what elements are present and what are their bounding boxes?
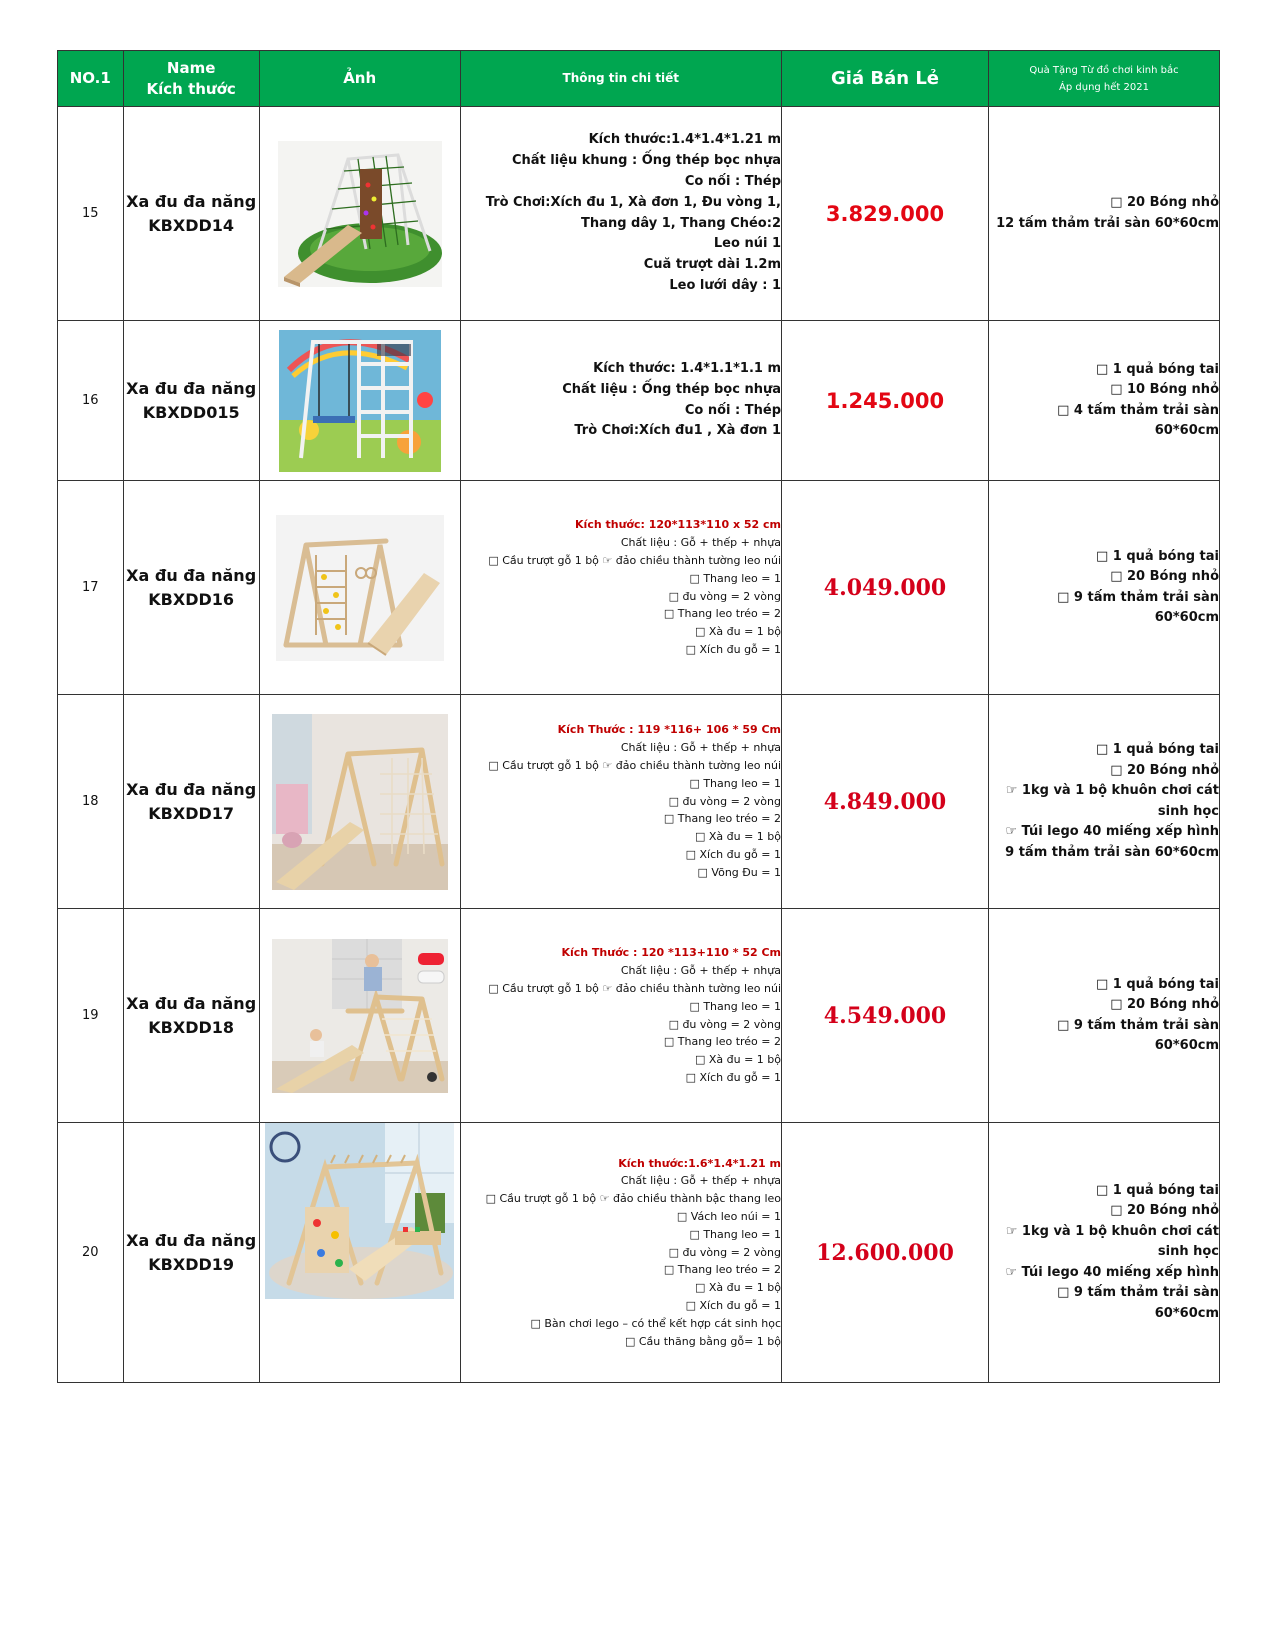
- product-code: KBXDD18: [148, 1017, 235, 1037]
- info-line: Co nối : Thép: [684, 402, 781, 418]
- info-line: Kích thước:1.4*1.4*1.21 m: [588, 132, 781, 148]
- product-name-cell: [123, 695, 259, 909]
- header-price: Giá Bán Lẻ: [782, 51, 989, 107]
- product-name-cell: [123, 909, 259, 1123]
- product-photo: [265, 1123, 454, 1299]
- product-gifts: [989, 909, 1220, 1123]
- info-line: □ Thang leo = 1: [689, 999, 781, 1013]
- product-name-cell: [123, 107, 259, 321]
- info-line: Chất liệu khung : Ống thép bọc nhựa: [511, 153, 781, 169]
- info-line: Thang dây 1, Thang Chéo:2: [581, 215, 781, 231]
- product-photo-cell: [259, 481, 460, 695]
- info-line: □ Xích đu gỗ = 1: [685, 642, 781, 656]
- gift-line: □ 9 tấm thảm trải sàn 60*60cm: [1057, 1017, 1219, 1053]
- product-photo-cell: [259, 695, 460, 909]
- product-gifts: [989, 481, 1220, 695]
- table-row: [58, 1123, 1220, 1383]
- product-code: KBXDD17: [148, 803, 235, 823]
- gift-line: □ 1 quả bóng tai: [1095, 742, 1219, 757]
- product-name-cell: [123, 481, 259, 695]
- product-name: Xa đu đa năng: [126, 378, 257, 398]
- product-info: [460, 321, 781, 481]
- info-line: Chất liệu : Gỗ + thếp + nhựa: [620, 741, 781, 755]
- gift-line: □ 1 quả bóng tai: [1095, 361, 1219, 377]
- info-line: □ đu vòng = 2 vòng: [668, 1245, 781, 1259]
- product-info: [460, 481, 781, 695]
- product-name-cell: [123, 1123, 259, 1383]
- info-line: Chất liệu : Gỗ + thếp + nhựa: [620, 536, 781, 550]
- info-line: □ Xích đu gỗ = 1: [685, 1298, 781, 1312]
- product-gifts: [989, 321, 1220, 481]
- product-photo: [276, 515, 444, 661]
- header-gift: [989, 51, 1220, 107]
- product-price: 12.600.000: [782, 1123, 989, 1383]
- gift-line: □ 20 Bóng nhỏ: [1110, 762, 1219, 778]
- info-line: □ Cầu trượt gỗ 1 bộ ☞ đảo chiều thành bậc thang leo: [485, 1192, 781, 1206]
- product-photo: [272, 714, 448, 890]
- row-number: 17: [58, 481, 124, 695]
- header-photo: Ảnh: [259, 51, 460, 107]
- gift-line: □ 20 Bóng nhỏ: [1110, 569, 1219, 584]
- table-header: [58, 51, 1220, 107]
- product-name: Xa đu đa năng: [126, 191, 257, 211]
- info-title: Kích thước: 120*113*110 x 52 cm: [575, 518, 781, 532]
- product-info: [460, 1123, 781, 1383]
- info-line: □ Thang leo = 1: [689, 571, 781, 585]
- info-line: □ Xà đu = 1 bộ: [694, 1053, 781, 1067]
- header-gift-line1: Quà Tặng Từ đồ chơi kinh bắc: [1029, 64, 1179, 76]
- product-info: [460, 909, 781, 1123]
- info-line: □ Vách leo núi = 1: [676, 1210, 781, 1223]
- product-price: 4.549.000: [782, 909, 989, 1123]
- info-line: □ Bàn chơi lego – có thể kết hợp cát sinh học: [530, 1316, 781, 1330]
- info-line: Cuă trượt dài 1.2m: [643, 257, 781, 273]
- info-line: □ đu vòng = 2 vòng: [668, 1017, 781, 1031]
- product-photo: [272, 939, 448, 1093]
- info-line: □ Cầu trượt gỗ 1 bộ ☞ đảo chiều thành tường leo núi: [488, 553, 781, 567]
- info-title: Kích thước:1.6*1.4*1.21 m: [618, 1156, 781, 1170]
- product-info: [460, 107, 781, 321]
- gift-line: 9 tấm thảm trải sàn 60*60cm: [1005, 844, 1219, 860]
- gift-line: □ 20 Bóng nhỏ: [1110, 1203, 1219, 1219]
- info-line: □ Võng Đu = 1: [697, 865, 781, 879]
- product-name: Xa đu đa năng: [126, 1230, 257, 1250]
- gift-line: ☞ 1kg và 1 bộ khuôn chơi cát sinh học: [1005, 1223, 1219, 1260]
- info-line: Leo lưới dây : 1: [669, 277, 781, 293]
- info-line: Kích thước: 1.4*1.1*1.1 m: [593, 360, 781, 376]
- gift-line: □ 9 tấm thảm trải sàn 60*60cm: [1057, 1285, 1219, 1321]
- gift-line: □ 9 tấm thảm trải sàn 60*60cm: [1057, 589, 1219, 625]
- product-name: Xa đu đa năng: [126, 565, 257, 585]
- info-line: □ đu vòng = 2 vòng: [668, 794, 781, 808]
- product-photo-cell: [259, 909, 460, 1123]
- product-name-cell: [123, 321, 259, 481]
- header-size: Kích thước: [146, 79, 236, 98]
- info-title: Kích Thước : 120 *113+110 * 52 Cm: [561, 946, 781, 960]
- info-line: □ Cầu trượt gỗ 1 bộ ☞ đảo chiều thành tường leo núi: [488, 981, 781, 995]
- info-line: □ đu vòng = 2 vòng: [668, 589, 781, 603]
- gift-line: □ 1 quả bóng tai: [1095, 976, 1219, 992]
- info-line: □ Xà đu = 1 bộ: [694, 1281, 781, 1295]
- header-gift-line2: Áp dụng hết 2021: [1059, 81, 1149, 93]
- product-photo-cell: [259, 321, 460, 481]
- product-photo: [279, 330, 441, 472]
- info-line: Chất liệu : Gỗ + thếp + nhựa: [620, 1174, 781, 1188]
- product-gifts: [989, 107, 1220, 321]
- product-gifts: [989, 695, 1220, 909]
- info-line: □ Thang leo = 1: [689, 776, 781, 790]
- info-line: Trò Chơi:Xích đu 1, Xà đơn 1, Đu vòng 1,: [485, 194, 781, 210]
- product-code: KBXDD19: [148, 1254, 235, 1274]
- product-name: Xa đu đa năng: [126, 993, 257, 1013]
- gift-line: 12 tấm thảm trải sàn 60*60cm: [996, 215, 1219, 231]
- gift-line: □ 20 Bóng nhỏ: [1110, 997, 1219, 1012]
- gift-line: □ 1 quả bóng tai: [1095, 548, 1219, 564]
- gift-line: □ 1 quả bóng tai: [1095, 1182, 1219, 1198]
- info-line: □ Xích đu gỗ = 1: [685, 847, 781, 861]
- info-line: □ Xà đu = 1 bộ: [694, 625, 781, 639]
- info-line: □ Thang leo tréo = 2: [663, 1035, 781, 1049]
- product-code: KBXDD14: [148, 215, 235, 235]
- product-table: [57, 50, 1220, 1383]
- gift-line: ☞ Túi lego 40 miếng xếp hình: [1005, 1264, 1219, 1280]
- info-line: Trò Chơi:Xích đu1 , Xà đơn 1: [574, 423, 781, 439]
- product-info: [460, 695, 781, 909]
- gift-line: ☞ Túi lego 40 miếng xếp hình: [1005, 824, 1219, 839]
- header-no: NO.1: [58, 51, 124, 107]
- row-number: 16: [58, 321, 124, 481]
- product-code: KBXDD015: [142, 402, 240, 422]
- row-number: 18: [58, 695, 124, 909]
- table-row: [58, 481, 1220, 695]
- gift-line: ☞ 1kg và 1 bộ khuôn chơi cát sinh học: [1005, 783, 1219, 819]
- product-price: 3.829.000: [782, 107, 989, 321]
- table-row: [58, 695, 1220, 909]
- row-number: 15: [58, 107, 124, 321]
- info-title: Kích Thước : 119 *116+ 106 * 59 Cm: [557, 723, 781, 737]
- product-photo: [278, 141, 442, 287]
- gift-line: □ 10 Bóng nhỏ: [1110, 382, 1219, 397]
- row-number: 20: [58, 1123, 124, 1383]
- table-row: [58, 909, 1220, 1123]
- info-line: □ Thang leo tréo = 2: [663, 607, 781, 621]
- product-photo-cell: [259, 107, 460, 321]
- info-line: Chất liệu : Ống thép bọc nhựa: [562, 381, 781, 397]
- info-line: □ Thang leo tréo = 2: [663, 812, 781, 826]
- table-row: [58, 107, 1220, 321]
- table-row: [58, 321, 1220, 481]
- header-info: Thông tin chi tiết: [460, 51, 781, 107]
- info-line: Chất liệu : Gỗ + thếp + nhựa: [620, 964, 781, 978]
- gift-line: □ 20 Bóng nhỏ: [1110, 195, 1219, 210]
- header-name: Name: [166, 58, 216, 77]
- product-gifts: [989, 1123, 1220, 1383]
- info-line: □ Thang leo tréo = 2: [663, 1263, 781, 1277]
- info-line: □ Thang leo = 1: [689, 1227, 781, 1241]
- product-code: KBXDD16: [148, 589, 235, 609]
- info-line: □ Cầu thăng bằng gỗ= 1 bộ: [624, 1334, 781, 1348]
- info-line: □ Xích đu gỗ = 1: [685, 1070, 781, 1084]
- gift-line: □ 4 tấm thảm trải sàn 60*60cm: [1057, 402, 1219, 438]
- product-price: 4.049.000: [782, 481, 989, 695]
- product-name: Xa đu đa năng: [126, 779, 257, 799]
- row-number: 19: [58, 909, 124, 1123]
- product-photo-cell: [259, 1123, 460, 1383]
- info-line: □ Xà đu = 1 bộ: [694, 830, 781, 844]
- product-price: 4.849.000: [782, 695, 989, 909]
- header-name-size: [123, 51, 259, 107]
- info-line: Leo núi 1: [713, 236, 781, 252]
- product-price: 1.245.000: [782, 321, 989, 481]
- info-line: Co nối : Thép: [684, 173, 781, 189]
- info-line: □ Cầu trượt gỗ 1 bộ ☞ đảo chiều thành tường leo núi: [488, 759, 781, 772]
